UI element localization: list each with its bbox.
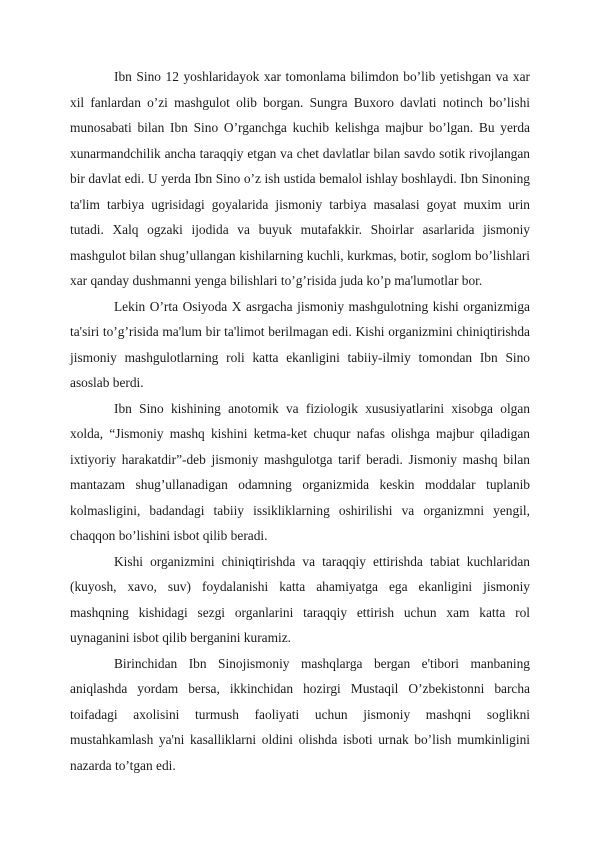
paragraph-5: Birinchidan Ibn Sinojismoniy mashqlarga bergan e'tibori manbaning aniqlashda yordam bersa, ikkinchidan hozirgi Mustaqil O’zbekistonni barcha toifadagi axolisini turmush faoliyati uchun jismoniy mashqni soglikni mustahkamlash ya'ni kasalliklarni oldini olishda isboti urnak bo’lish mumkinligini nazarda to’tgan edi. — [70, 655, 530, 773]
paragraph-1: Ibn Sino 12 yoshlaridayok xar tomonlama bilimdon bo’lib yetishgan va xar xil fanlardan o’zi mashgulot olib borgan. Sungra Buxoro davlati notinch bo’lishi munosabati bilan Ibn Sino O’rganchga kuchib kelishga majbur bo’lgan. Bu yerda xunarmandchilik ancha taraqqiy etgan va chet davlatlar bilan savdo sotik rivojlangan bir davlat edi. U yerda Ibn Sino o’z ish ustida bemalol ishlay boshlaydi. Ibn Sinoning ta'lim tarbiya ugrisidagi goyalarida jismoniy tarbiya masalasi goyat muxim urin tutadi. Xalq ogzaki ijodida va buyuk mutafakkir. Shoirlar asarlarida jismoniy mashgulot bilan shug’ullangan kishilarning kuchli, kurkmas, botir, soglom bo’lishlari xar qanday dushmanni yenga bilishlari to’g’risida juda ko’p ma'lumotlar bor. — [70, 69, 530, 288]
paragraph-3: Ibn Sino kishining anotomik va fiziologik xususiyatlarini xisobga olgan xolda, “Jismoniy mashq kishini ketma-ket chuqur nafas olishga majbur qiladigan ixtiyoriy harakatdir”-deb jismoniy mashgulotga tarif beradi. Jismoniy mashq bilan mantazam shug’ullanadigan odamning organizmida keskin moddalar tuplanib kolmasligini, badandagi tabiiy issikliklarning oshirilishi va organizmni yengil, chaqqon bo’lishini isbot qilib beradi. — [70, 400, 530, 543]
paragraph-2: Lekin O’rta Osiyoda X asrgacha jismoniy mashgulotning kishi organizmiga ta'siri to’g’risida ma'lum bir ta'limot berilmagan edi. Kishi organizmini chiniqtirishda jismoniy mashgulotlarning roli katta ekanligini tabiiy-ilmiy tomondan Ibn Sino asoslab berdi. — [70, 298, 530, 390]
paragraph-4: Kishi organizmini chiniqtirishda va taraqqiy ettirishda tabiat kuchlaridan (kuyosh, xavo, suv) foydalanishi katta ahamiyatga ega ekanligini jismoniy mashqning kishidagi sezgi organlarini taraqqiy ettirish uchun xam katta rol uynaganini isbot qilib berganini kuramiz. — [70, 553, 530, 645]
